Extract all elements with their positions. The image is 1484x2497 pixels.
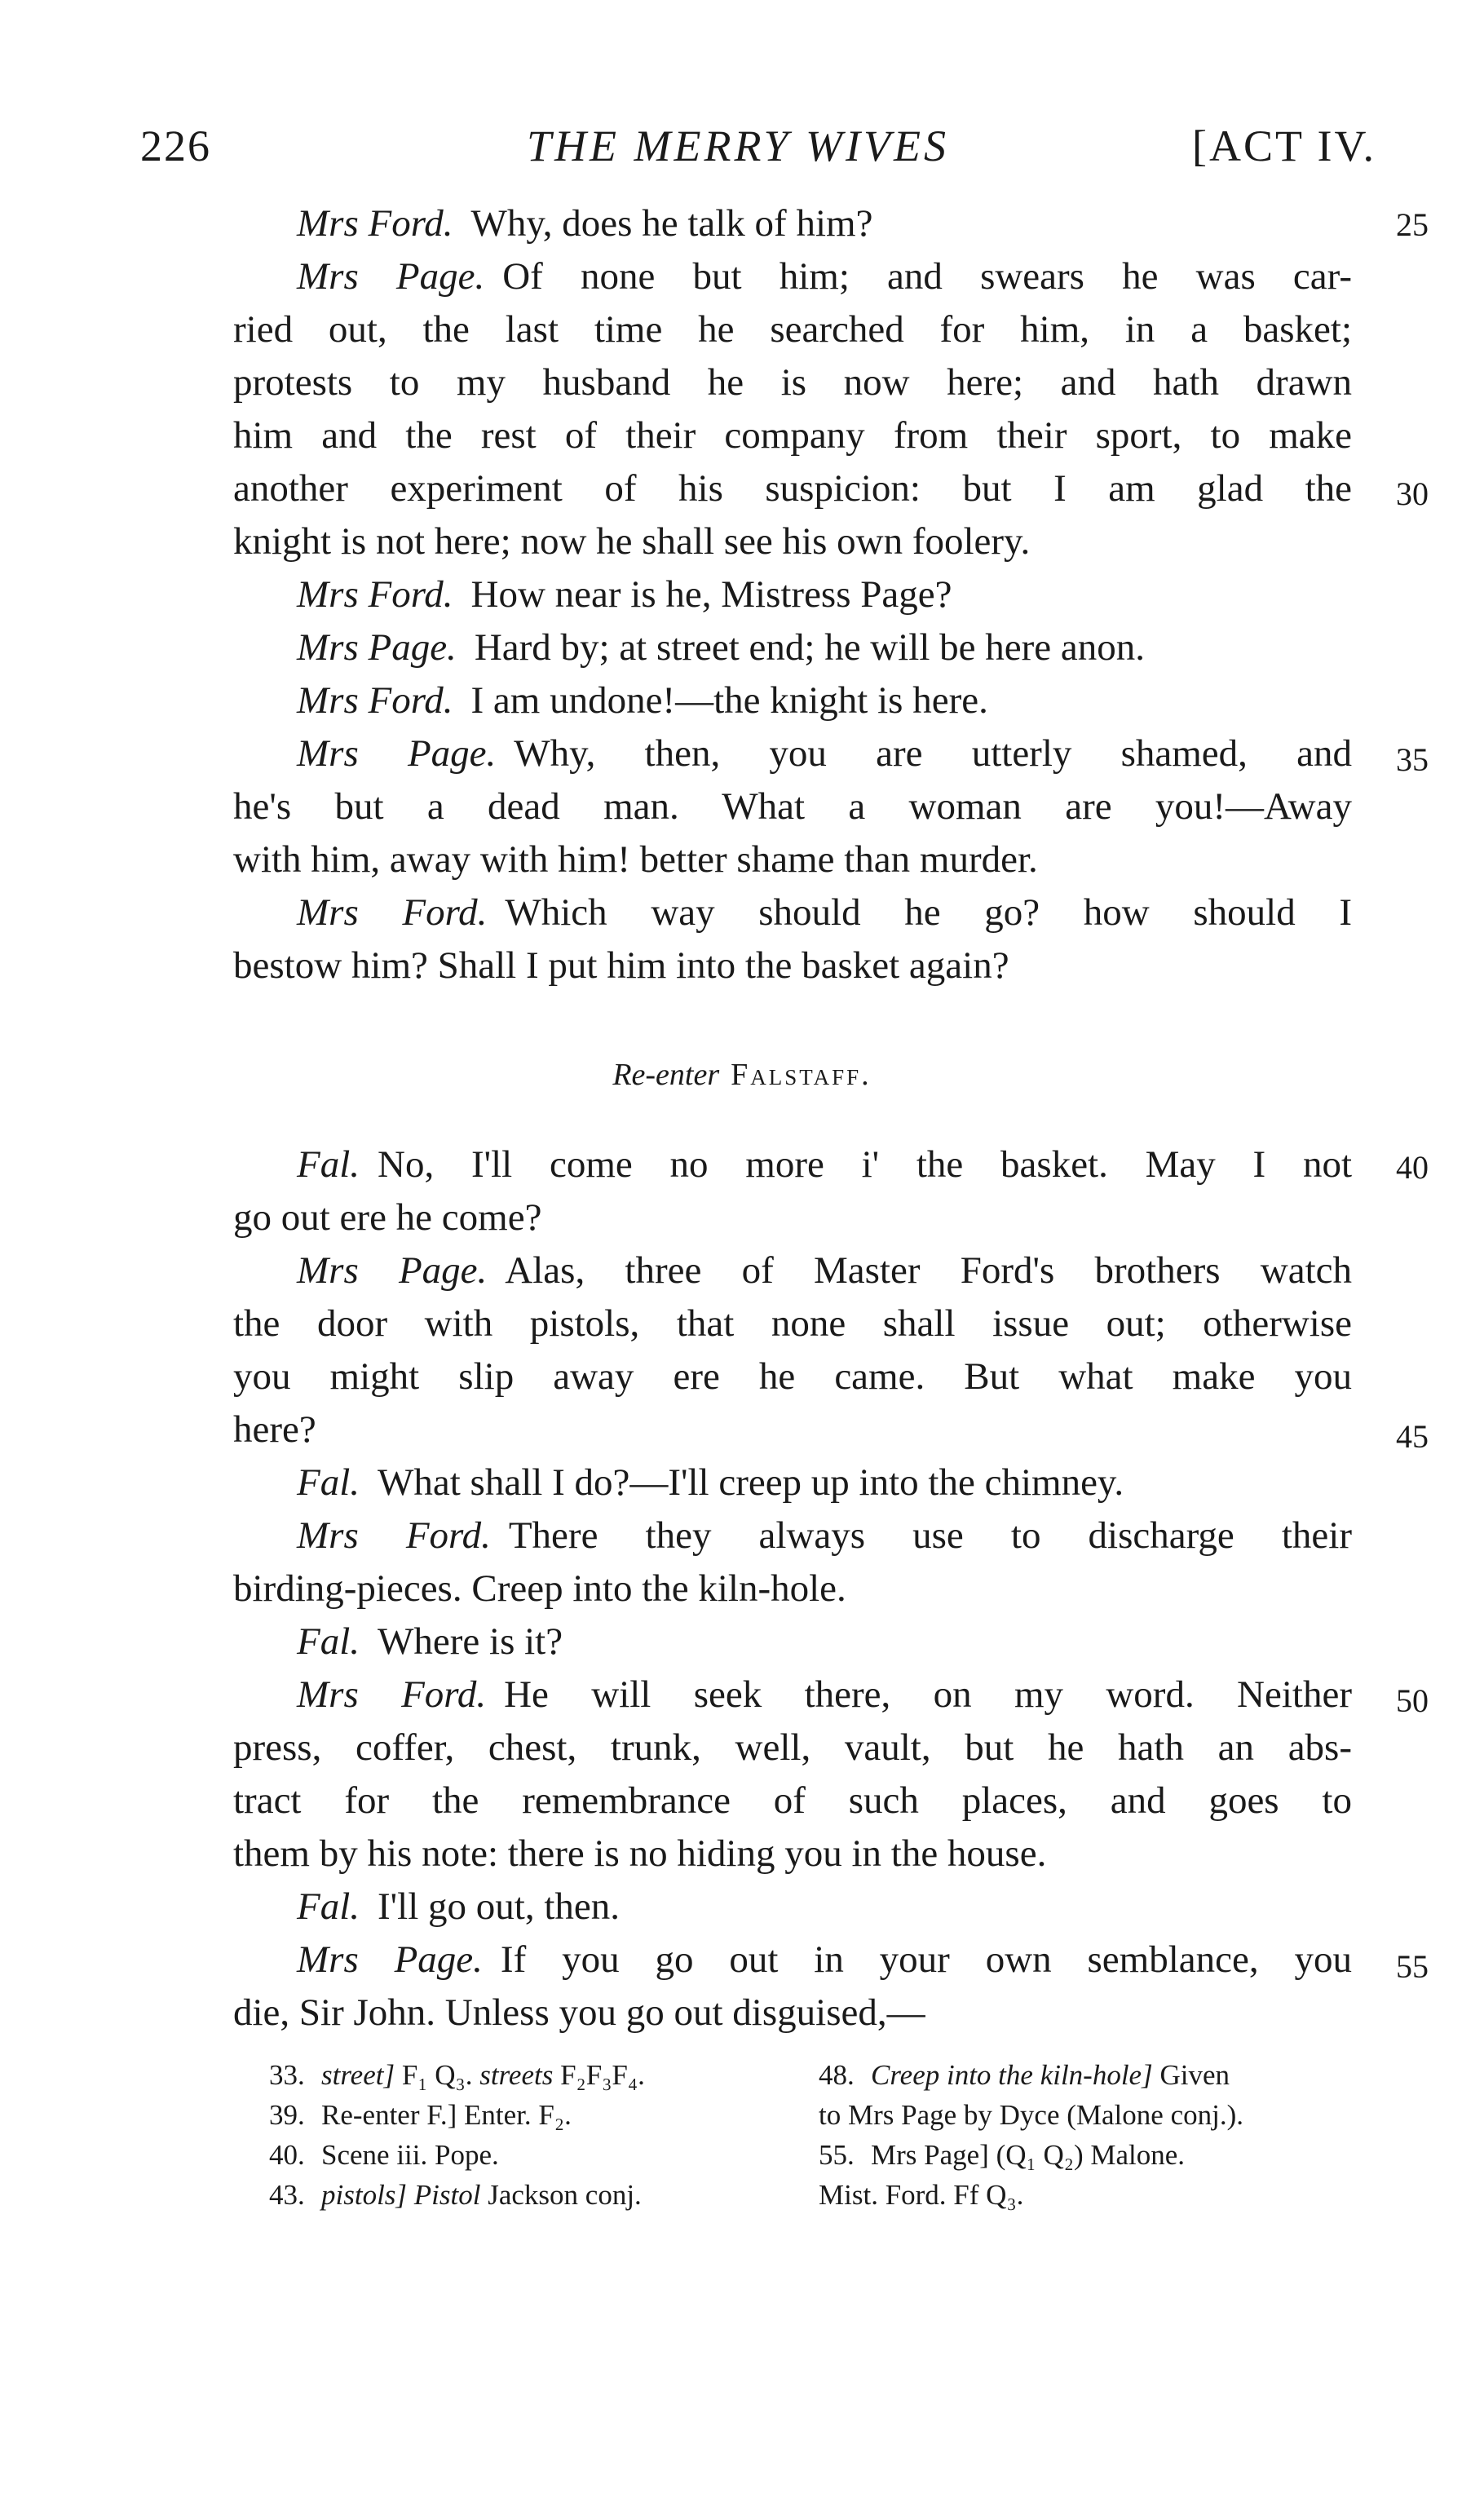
text-line xyxy=(233,1934,1352,1987)
text-line xyxy=(233,674,1352,727)
text-line xyxy=(233,462,1352,515)
footnote-line xyxy=(269,2135,791,2175)
text-line xyxy=(233,1562,1352,1615)
speaker-name: Mrs Page. xyxy=(297,1938,483,1981)
footnote-text: F₂F₃F₄. xyxy=(553,2059,645,2091)
line-text: ried out, the last time he searched for him, in a basket; xyxy=(233,308,1352,351)
line-number-50: 50 xyxy=(1396,1682,1429,1719)
footnote-line xyxy=(269,2175,791,2215)
dialogue-block-2 xyxy=(233,1138,1352,2040)
line-text: press, coffer, chest, trunk, well, vault, but he hath an abs- xyxy=(233,1726,1352,1769)
footnote-text xyxy=(407,2179,414,2211)
footnote-text: Scene iii. Pope. xyxy=(321,2139,499,2171)
text-line xyxy=(233,886,1352,939)
footnote-text: streets xyxy=(479,2059,554,2091)
footnote-number: 48. xyxy=(819,2059,855,2091)
line-text: protests to my husband he is now here; and hath drawn xyxy=(233,361,1352,404)
line-text: you might slip away ere he came. But what make you xyxy=(233,1355,1352,1398)
line-number-35: 35 xyxy=(1396,741,1429,778)
text-line xyxy=(233,356,1352,409)
line-text: Hard by; at street end; he will be here anon. xyxy=(474,626,1146,669)
line-text: Of none but him; and swears he was car- xyxy=(502,255,1352,298)
speaker-name: Mrs Ford. xyxy=(297,202,453,245)
speaker-name: Fal. xyxy=(297,1143,360,1186)
line-number-30: 30 xyxy=(1396,475,1429,512)
footnote-number: 43. xyxy=(269,2179,305,2211)
text-line xyxy=(233,409,1352,462)
footnotes-right-column xyxy=(819,2055,1357,2215)
running-title: THE MERRY WIVES xyxy=(527,122,949,170)
speaker-name: Mrs Page. xyxy=(297,732,497,775)
line-text: another experiment of his suspicion: but I am glad the xyxy=(233,467,1352,510)
line-number-55: 55 xyxy=(1396,1948,1429,1985)
line-text: the door with pistols, that none shall issue out; otherwise xyxy=(233,1302,1352,1345)
stage-direction xyxy=(0,1057,1484,1093)
text-line xyxy=(233,1668,1352,1721)
footnote-line xyxy=(269,2055,791,2095)
speaker-name: Mrs Ford. xyxy=(297,891,488,934)
footnote-line xyxy=(819,2175,1357,2215)
footnote-text: Mrs Page] (Q₁ Q₂) Malone. xyxy=(871,2139,1186,2171)
text-line xyxy=(233,727,1352,780)
footnote-text: F₁ Q₃. xyxy=(395,2059,480,2091)
speaker-name: Fal. xyxy=(297,1885,360,1928)
footnote-number: 33. xyxy=(269,2059,305,2091)
footnote-number: 55. xyxy=(819,2139,855,2171)
footnote-number: 40. xyxy=(269,2139,305,2171)
footnote-line xyxy=(269,2095,791,2135)
text-line xyxy=(233,780,1352,833)
text-line xyxy=(233,1774,1352,1827)
footnote-line xyxy=(819,2135,1357,2175)
footnote-text: Mist. Ford. Ff Q₃. xyxy=(819,2179,1024,2211)
speaker-name: Fal. xyxy=(297,1461,360,1504)
footnote-line xyxy=(819,2055,1357,2095)
line-text: Which way should he go? how should I xyxy=(505,891,1352,934)
text-line xyxy=(233,197,1352,250)
text-line xyxy=(233,1509,1352,1562)
line-text: birding-pieces. Creep into the kiln-hole. xyxy=(233,1567,846,1610)
speaker-name: Mrs Ford. xyxy=(297,679,453,722)
footnote-text: Creep into the kiln-hole] xyxy=(871,2059,1153,2091)
footnote-line xyxy=(819,2095,1357,2135)
text-line xyxy=(233,303,1352,356)
text-line xyxy=(233,1827,1352,1880)
text-line xyxy=(233,568,1352,621)
line-text: There they always use to discharge their xyxy=(508,1514,1352,1557)
text-line xyxy=(233,1615,1352,1668)
line-text: Where is it? xyxy=(378,1620,563,1663)
line-text: die, Sir John. Unless you go out disguised,— xyxy=(233,1991,925,2034)
text-line xyxy=(233,1138,1352,1191)
text-line xyxy=(233,1721,1352,1774)
running-header xyxy=(0,114,1484,188)
text-line xyxy=(233,1456,1352,1509)
text-line xyxy=(233,1191,1352,1244)
footnote-number: 39. xyxy=(269,2099,305,2131)
text-line xyxy=(233,1244,1352,1297)
footnote-text: to Mrs Page by Dyce (Malone conj.). xyxy=(819,2099,1243,2131)
text-line xyxy=(233,1987,1352,2040)
text-line xyxy=(233,515,1352,568)
speaker-name: Mrs Page. xyxy=(297,1249,488,1292)
line-number-45: 45 xyxy=(1396,1418,1429,1455)
line-text: Why, then, you are utterly shamed, and xyxy=(514,732,1352,775)
text-line xyxy=(233,939,1352,992)
text-line xyxy=(233,833,1352,886)
footnotes-left-column xyxy=(269,2055,791,2215)
speaker-name: Mrs Ford. xyxy=(297,573,453,616)
text-line xyxy=(233,250,1352,303)
line-text: tract for the remembrance of such places, and goes to xyxy=(233,1779,1352,1822)
line-text: here? xyxy=(233,1408,316,1451)
line-text: If you go out in your own semblance, you xyxy=(500,1938,1352,1981)
footnote-text: Pistol xyxy=(413,2179,481,2211)
speaker-name: Mrs Ford. xyxy=(297,1673,487,1716)
speaker-name: Mrs Ford. xyxy=(297,1514,491,1557)
line-text: He will seek there, on my word. Neither xyxy=(504,1673,1352,1716)
line-text: I am undone!—the knight is here. xyxy=(470,679,988,722)
line-text: he's but a dead man. What a woman are you!—Away xyxy=(233,785,1352,828)
line-text: Alas, three of Master Ford's brothers watch xyxy=(505,1249,1352,1292)
footnote-text: street] xyxy=(321,2059,395,2091)
speaker-name: Mrs Page. xyxy=(297,626,457,669)
footnote-text: Jackson conj. xyxy=(480,2179,642,2211)
line-text: them by his note: there is no hiding you in the house. xyxy=(233,1832,1047,1875)
line-text: go out ere he come? xyxy=(233,1196,542,1239)
line-text: him and the rest of their company from their sport, to make xyxy=(233,414,1352,457)
line-text: No, I'll come no more i' the basket. May I not xyxy=(378,1143,1352,1186)
line-number-40: 40 xyxy=(1396,1149,1429,1186)
speaker-name: Mrs Page. xyxy=(297,255,485,298)
text-line xyxy=(233,621,1352,674)
line-text: Why, does he talk of him? xyxy=(470,202,873,245)
footnote-text: Re-enter F.] Enter. F₂. xyxy=(321,2099,572,2131)
dialogue-block-1 xyxy=(233,197,1352,992)
text-line xyxy=(233,1297,1352,1350)
text-line xyxy=(233,1880,1352,1934)
line-text: I'll go out, then. xyxy=(378,1885,620,1928)
speaker-name: Fal. xyxy=(297,1620,360,1663)
act-label: [ACT IV. xyxy=(1192,122,1377,170)
line-text: bestow him? Shall I put him into the basket again? xyxy=(233,944,1009,987)
line-text: How near is he, Mistress Page? xyxy=(470,573,952,616)
stage-direction-verb: Re-enter xyxy=(612,1058,720,1092)
page-number: 226 xyxy=(140,122,211,170)
text-line xyxy=(233,1403,1352,1456)
footnote-text: Given xyxy=(1152,2059,1230,2091)
stage-direction-character: Falstaff. xyxy=(731,1058,872,1092)
footnote-text: pistols] xyxy=(321,2179,408,2211)
line-text: What shall I do?—I'll creep up into the chimney. xyxy=(378,1461,1124,1504)
line-text: with him, away with him! better shame than murder. xyxy=(233,838,1038,881)
line-number-25: 25 xyxy=(1396,206,1429,243)
text-line xyxy=(233,1350,1352,1403)
line-text: knight is not here; now he shall see his own foolery. xyxy=(233,520,1031,563)
